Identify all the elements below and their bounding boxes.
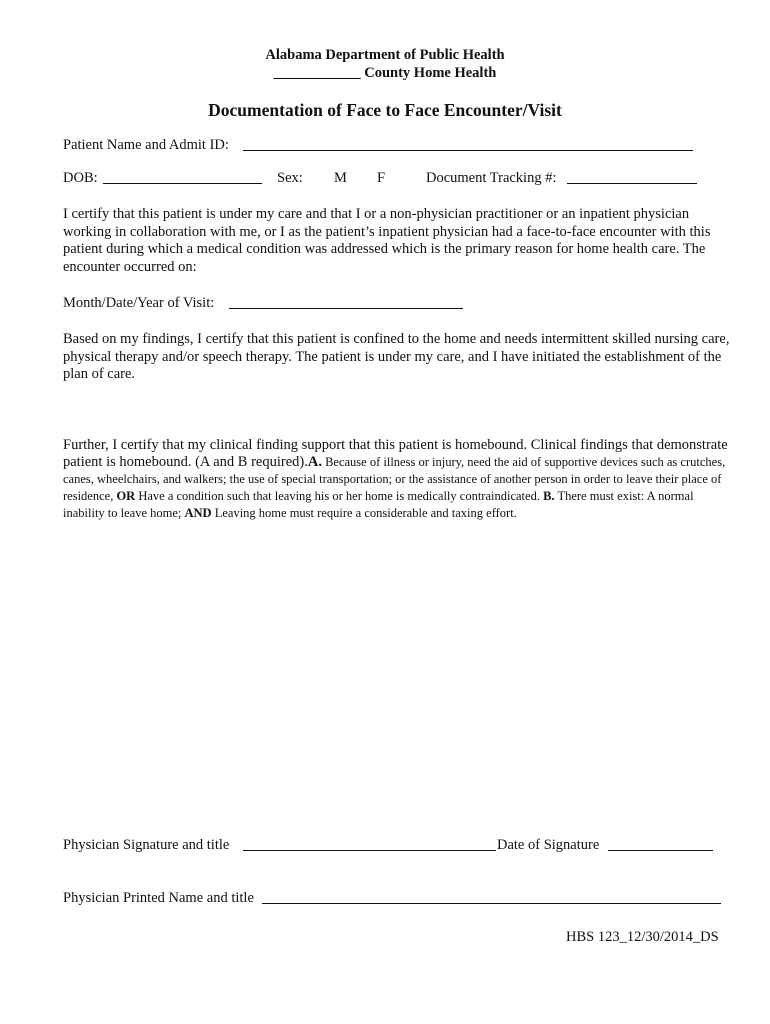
dob-field[interactable] (103, 170, 262, 184)
or-text: Have a condition such that leaving his or her home is medically contraindicated. (135, 489, 544, 503)
visit-date-label: Month/Date/Year of Visit: (63, 295, 215, 311)
and-label: AND (184, 506, 212, 520)
criterion-a-label: A. (307, 454, 322, 470)
signature-date-field[interactable] (608, 837, 713, 851)
signature-field[interactable] (243, 837, 496, 851)
tracking-field[interactable] (567, 170, 697, 184)
patient-name-label: Patient Name and Admit ID: (63, 137, 229, 153)
dob-label: DOB: (63, 170, 98, 186)
sex-option-f[interactable]: F (377, 170, 386, 186)
criterion-b-label: B. (543, 489, 555, 503)
printed-name-label: Physician Printed Name and title (63, 890, 254, 906)
and-text: Leaving home must require a considerable and taxing effort. (211, 506, 517, 520)
signature-date-label: Date of Signature (497, 837, 600, 853)
criterion-a-text: Because of illness or injury, need the aid of supportive devices such as crutches, canes, wheelchairs, and walkers; the use of special transportation; or the assistance of another person in order to leave their place of residence, (63, 455, 726, 503)
criterion-b-text: There must exist: A normal inability to leave home; (63, 489, 694, 520)
sex-option-m[interactable]: M (334, 170, 347, 186)
sex-label: Sex: (277, 170, 303, 186)
homebound-paragraph (63, 437, 733, 522)
county-blank[interactable]: ____________ (273, 65, 361, 81)
certify-care-paragraph: I certify that this patient is under my care and that I or a non-physician practitioner or an inpatient physician working in collaboration with me, or I as the patient’s inpatient physician had a face-to-face encounter with this patient during which a medical condition was addressed which is the primary reason for home health care. The encounter occurred on: (63, 206, 711, 275)
org-name: Alabama Department of Public Health (265, 47, 505, 63)
printed-name-field[interactable] (262, 890, 721, 904)
form-id: HBS 123_12/30/2014_DS (566, 929, 719, 945)
findings-paragraph: Based on my findings, I certify that this patient is confined to the home and needs intermittent skilled nursing care, physical therapy and/or speech therapy. The patient is under my care, and I have initiated the establishment of the plan of care. (63, 331, 730, 382)
homebound-intro: Further, I certify that my clinical finding support that this patient is homebound. Clinical findings that demonstrate patient is homebound. (A and B required). (63, 437, 728, 470)
county-line (0, 65, 770, 82)
signature-label: Physician Signature and title (63, 837, 230, 853)
or-label: OR (116, 489, 136, 503)
patient-name-field[interactable] (243, 137, 693, 151)
county-suffix: County Home Health (364, 65, 497, 81)
page-title: Documentation of Face to Face Encounter/Visit (208, 100, 562, 120)
visit-date-field[interactable] (229, 295, 463, 309)
tracking-label: Document Tracking #: (426, 170, 557, 186)
